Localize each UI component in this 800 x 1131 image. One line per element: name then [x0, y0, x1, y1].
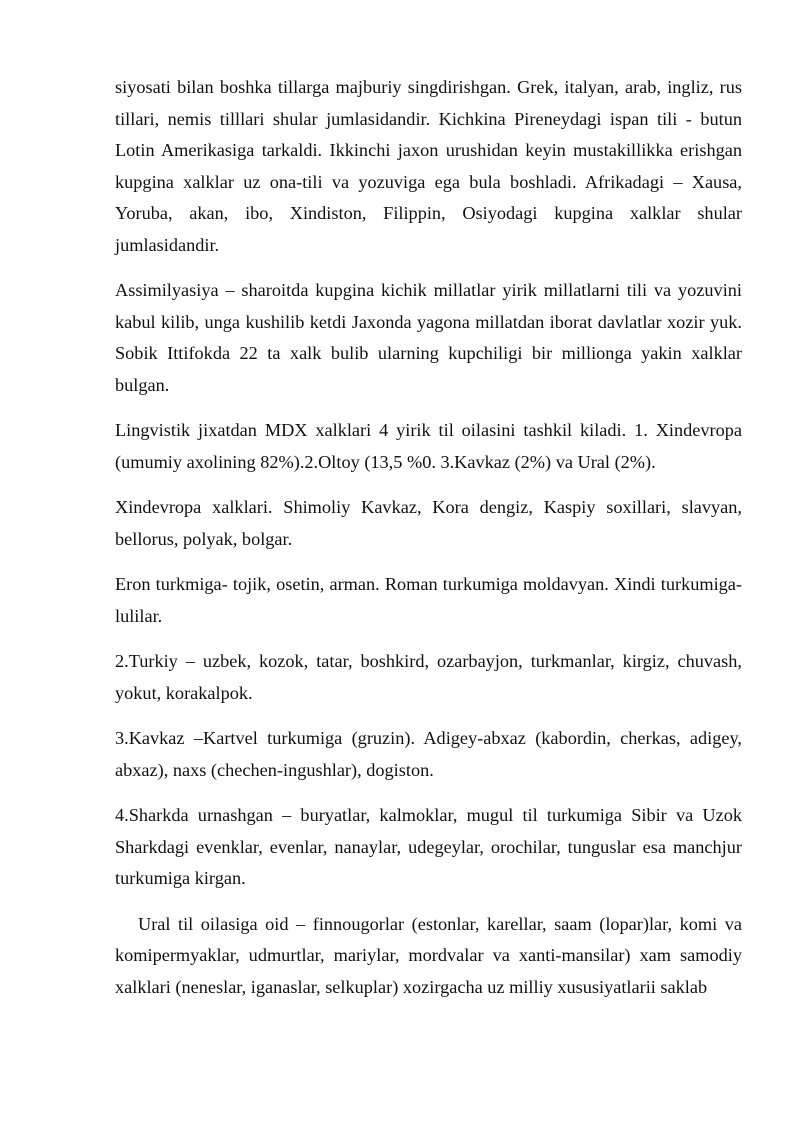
paragraph-language-spread: siyosati bilan boshka tillarga majburiy singdirishgan. Grek, italyan, arab, ingliz, rus tillari, nemis tilllari shular jumlasidandir. Kichkina Pireneydagi ispan tili - butun Lotin Amerikasiga tarkaldi. Ikkinchi jaxon urushidan keyin mustakillikka erishgan kupgina xalklar uz ona-tili va yozuviga ega bula boshladi. Afrikadagi – Xausa, Yoruba, akan, ibo, Xindiston, Filippin, Osiyodagi kupgina xalklar shular jumlasidandir.	[115, 77, 742, 255]
paragraph-indo-european: Xindevropa xalklari. Shimoliy Kavkaz, Kora dengiz, Kaspiy soxillari, slavyan, bellorus, polyak, bolgar.	[115, 497, 742, 549]
paragraph-uralic: Ural til oilasiga oid – finnougorlar (estonlar, karellar, saam (lopar)lar, komi va komipermyaklar, udmurtlar, mariylar, mordvalar va xanti-mansilar) xam samodiy xalklari (neneslar, iganaslar, selkuplar) xozirgacha uz milliy xususiyatlarii saklab	[115, 913, 742, 997]
paragraph-eastern-peoples: 4.Sharkda urnashgan – buryatlar, kalmoklar, mugul til turkumiga Sibir va Uzok Sharkdagi evenklar, evenlar, nanaylar, udegeylar, orochilar, tunguslar esa manchjur turkumiga kirgan.	[115, 805, 742, 888]
paragraph-turkic: 2.Turkiy – uzbek, kozok, tatar, boshkird, ozarbayjon, turkmanlar, kirgiz, chuvash, yokut, korakalpok.	[115, 651, 742, 703]
paragraph-caucasian: 3.Kavkaz –Kartvel turkumiga (gruzin). Adigey-abxaz (kabordin, cherkas, adigey, abxaz), naxs (chechen-ingushlar), dogiston.	[115, 728, 742, 780]
document-page	[115, 72, 742, 1017]
paragraph-language-families: Lingvistik jixatdan MDX xalklari 4 yirik til oilasini tashkil kiladi. 1. Xindevropa (umumiy axolining 82%).2.Oltoy (13,5 %0. 3.Kavkaz (2%) va Ural (2%).	[115, 420, 742, 472]
paragraph-iranian-group: Eron turkmiga- tojik, osetin, arman. Roman turkumiga moldavyan. Xindi turkumiga-lulilar.	[115, 574, 742, 626]
paragraph-assimilation: Assimilyasiya – sharoitda kupgina kichik millatlar yirik millatlarni tili va yozuvini kabul kilib, unga kushilib ketdi Jaxonda yagona millatdan iborat davlatlar xozir yuk. Sobik Ittifokda 22 ta xalk bulib ularning kupchiligi bir millionga yakin xalklar bulgan.	[115, 280, 742, 395]
